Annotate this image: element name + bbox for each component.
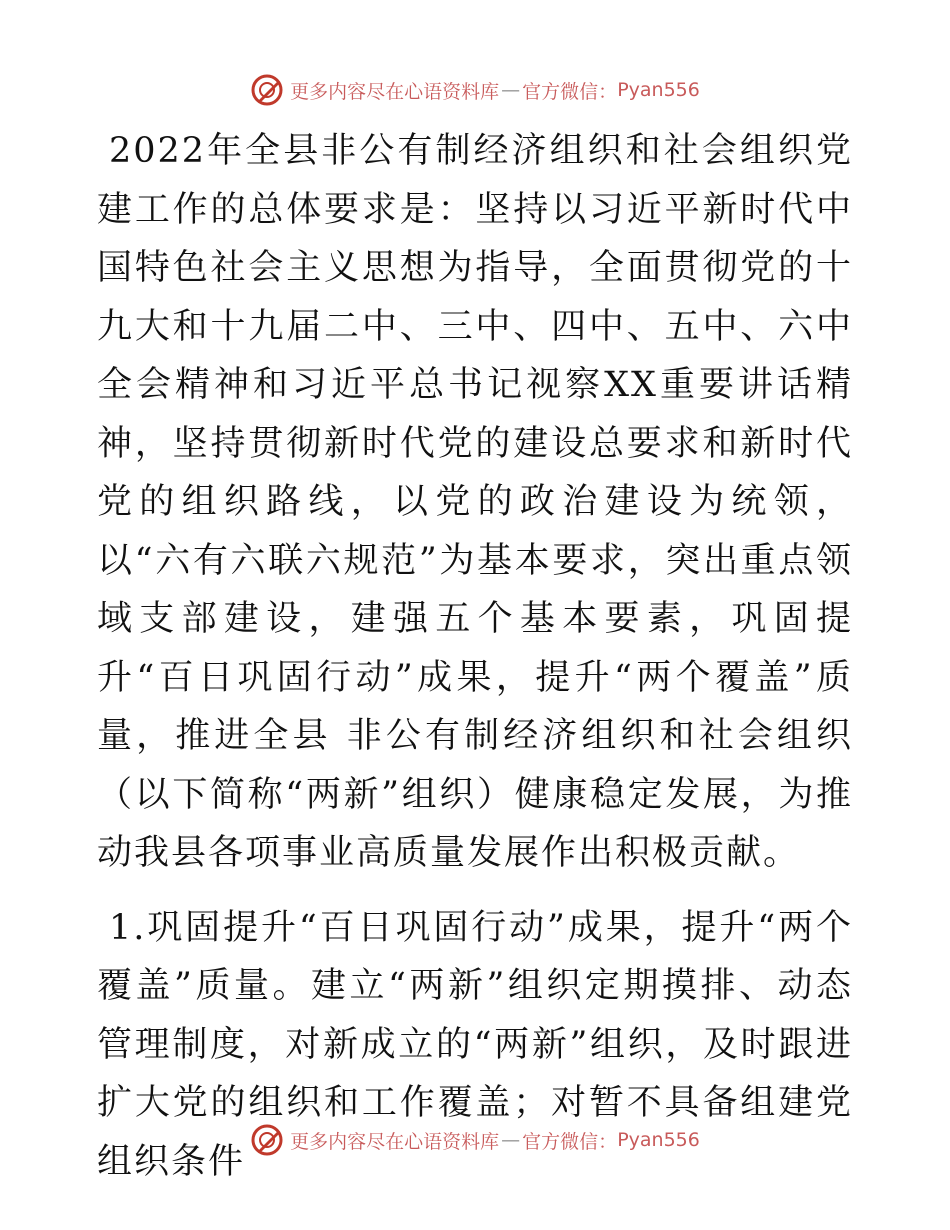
- footer-watermark: [0, 1120, 950, 1160]
- watermark-wechat-label: 官方微信：: [522, 1130, 618, 1153]
- header-watermark: [0, 70, 950, 110]
- pen-logo-icon: [250, 1123, 284, 1157]
- watermark-separator: —: [501, 79, 521, 101]
- document-body: [97, 122, 853, 1191]
- watermark-site-text: 更多内容尽在心语资料库: [290, 80, 500, 103]
- watermark-wechat-label: 官方微信：: [522, 80, 618, 103]
- watermark-site-text: 更多内容尽在心语资料库: [290, 1130, 500, 1153]
- watermark-wechat-id: Pyan556: [617, 1129, 700, 1151]
- paragraph-overall-requirements: 2022年全县非公有制经济组织和社会组织党建工作的总体要求是：坚持以习近平新时代中国特色社会主义思想为指导，全面贯彻党的十九大和十九届二中、三中、四中、五中、六中全会精神和习近平总书记视察XX重要讲话精神，坚持贯彻新时代党的建设总要求和新时代党的组织路线，以党的政治建设为统领，以“六有六联六规范”为基本要求，突出重点领域支部建设，建强五个基本要素，巩固提升“百日巩固行动”成果，提升“两个覆盖”质量，推进全县 非公有制经济组织和社会组织（以下简称“两新”组织）健康稳定发展，为推动我县各项事业高质量发展作出积极贡献。: [97, 131, 853, 873]
- paragraph-item-1: 1.巩固提升“百日巩固行动”成果，提升“两个覆盖”质量。建立“两新”组织定期摸排、动态管理制度，对新成立的“两新”组织，及时跟进扩大党的组织和工作覆盖；对暂不具备组建党组织条件: [97, 907, 853, 1182]
- pen-logo-icon: [250, 73, 284, 107]
- watermark-wechat-id: Pyan556: [617, 79, 700, 101]
- watermark-separator: —: [501, 1129, 521, 1151]
